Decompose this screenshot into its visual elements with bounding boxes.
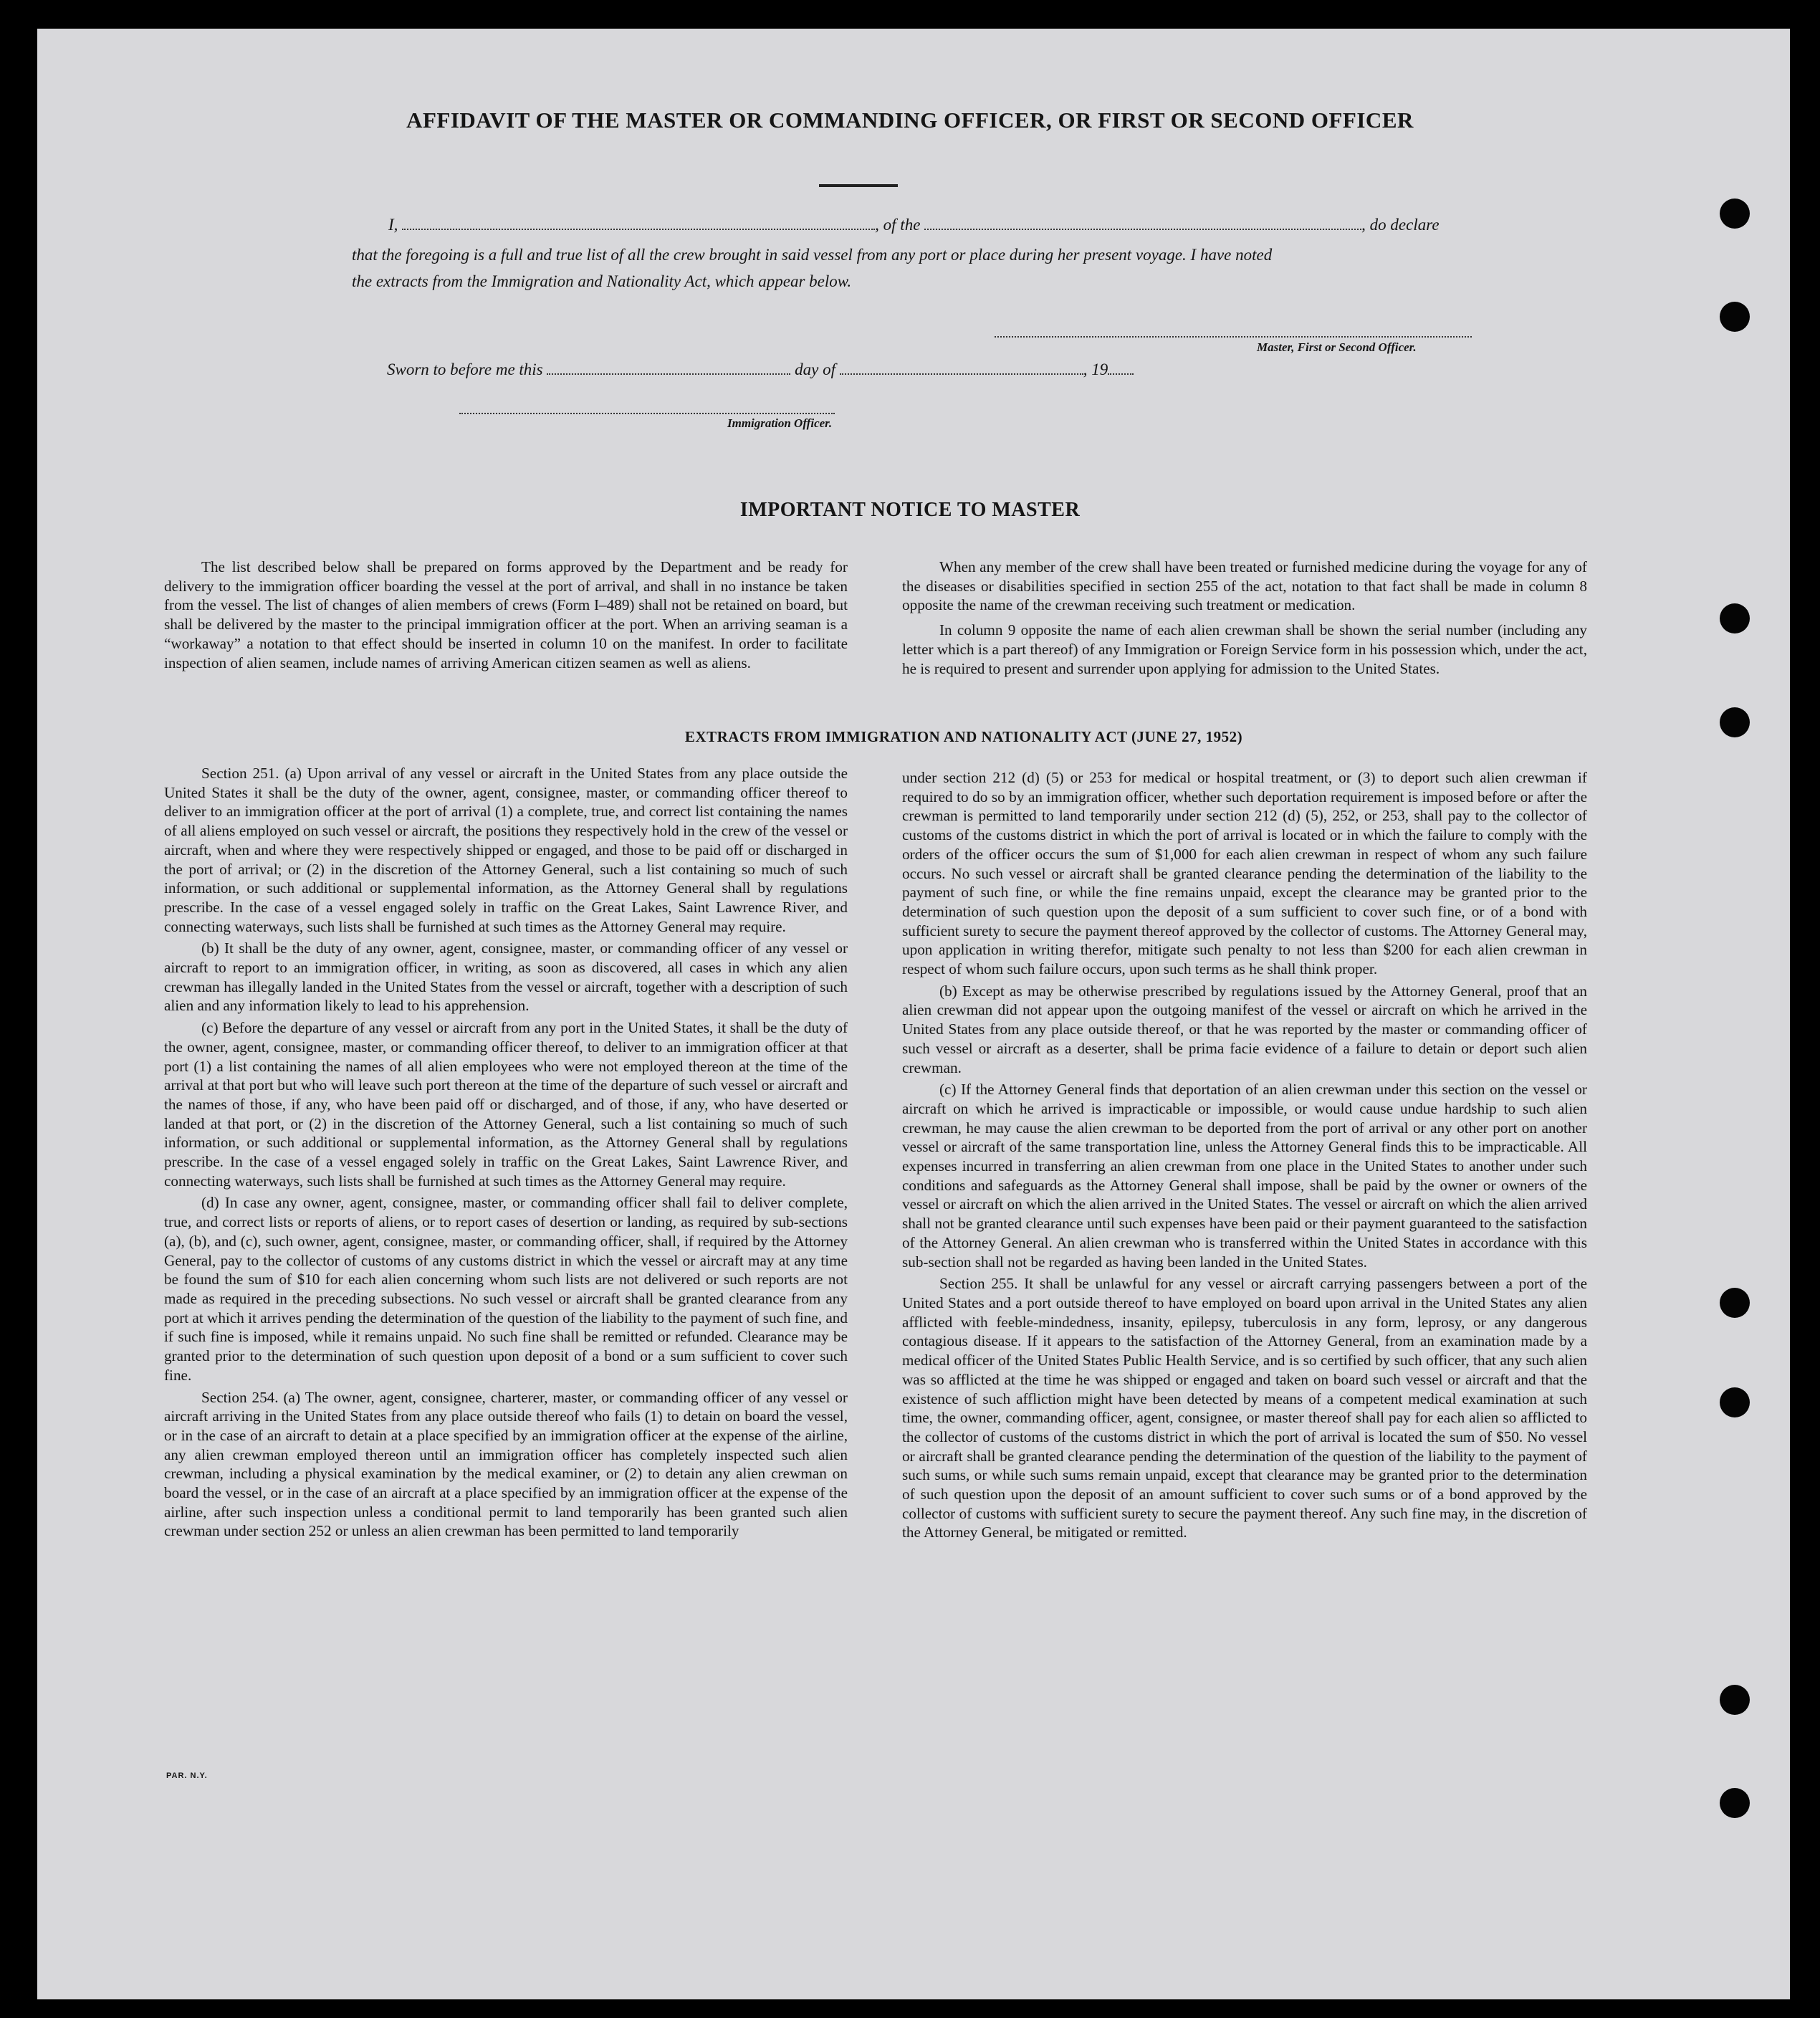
year-label: , 19 [1083,360,1108,378]
declarant-name-field[interactable] [402,216,875,230]
i-label: I, [388,216,398,234]
binder-hole [1720,199,1750,229]
section-251-d: (d) In case any owner, agent, consignee, master, or commanding officer shall fail to deliver complete, true, and correct lists or reports of aliens, or to report cases of desertion or landing, as required by sub-sections (a), (b), and (c), such owner, agent, consignee, master, or commanding officer, shall, if required by the Attorney General, pay to the collector of customs of any customs district in which the vessel or aircraft may at any time be found the sum of $10 for each alien concerning whom such lists are not delivered or such reports are not made as required in the preceding subsections. No such vessel or aircraft shall be granted clearance from any port at which it arrives pending the determination of the question of the liability to the payment of such fine, and if such fine is imposed, while it remains unpaid. No such fine shall be remitted or refunded. Clearance may be granted prior to the determination of such question upon deposit of a bond or a sum sufficient to cover such fine. [164,1194,848,1384]
notice-left-column [164,558,848,675]
title-rule [819,184,898,187]
immigration-officer-signature-field[interactable] [459,413,835,414]
vessel-name-field[interactable] [924,216,1361,230]
section-251-a: Section 251. (a) Upon arrival of any vessel or aircraft in the United States from any place outside the United States it shall be the duty of the owner, agent, consignee, master, or commanding officer thereof to deliver to an immigration officer at the port of arrival (1) a complete, true, and correct list containing the names of all aliens employed on such vessel or aircraft, the positions they respectively hold in the crew of the vessel or aircraft, when and where they were respectively shipped or engaged, and those to be paid off or discharged in the port of arrival; or (2) in the discretion of the Attorney General, such a list containing so much of such information, or such additional or supplemental information, as the Attorney General shall by regulations prescribe. In the case of a vessel engaged solely in traffic on the Great Lakes, Saint Lawrence River, and connecting waterways, such lists shall be furnished at such times as the Attorney General may require. [164,765,848,935]
section-254-c: (c) If the Attorney General finds that deportation of an alien crewman under this section on the vessel or aircraft on which he arrived is impracticable or impossible, or would cause undue hardship to such alien crewman, he may cause the alien crewman to be deported from the port of arrival or any other port on another vessel or aircraft of the same transportation line, unless the Attorney General finds this to be impracticable. All expenses incurred in transferring an alien crewman from one place in the United States to another under such conditions and safeguards as the Attorney General shall impose, shall be paid by the owner or owners of the vessel or aircraft on which the alien arrived in the United States. The vessel or aircraft on which the alien arrived shall not be granted clearance until such expenses have been paid or their payment guaranteed to the satisfaction of the Attorney General. An alien crewman who is transferred within the United States in accordance with this sub-section shall not be regarded as having been landed in the United States. [902,1081,1587,1271]
notice-paragraph: In column 9 opposite the name of each alien crewman shall be shown the serial number (including any letter which is a part thereof) of any Immigration or Foreign Service form in his possession which, under the act, he is required to present and surrender upon applying for admission to the United States. [902,621,1587,677]
extracts-title: EXTRACTS FROM IMMIGRATION AND NATIONALITY ACT (JUNE 27, 1952) [684,728,1243,745]
section-254-a: Section 254. (a) The owner, agent, consignee, charterer, master, or commanding officer of any vessel or aircraft arriving in the United States from any place outside thereof who fails (1) to detain on board the vessel, or in the case of an aircraft to detain at a place specified by an immigration officer at the expense of the airline, any alien crewman employed thereon until an immigration officer has completely inspected such alien crewman, including a physical examination by the medical examiner, or (2) to detain any alien crewman on board the vessel, or in the case of an aircraft at a place specified by an immigration officer at the expense of the airline, after such inspection unless a conditional permit to land temporarily has been granted such alien crewman under section 252 or unless an alien crewman has been permitted to land temporarily [164,1388,848,1540]
day-of-label: day of [795,360,835,378]
sworn-year-field[interactable] [1108,360,1134,375]
binder-hole [1720,1788,1750,1818]
affidavit-title: AFFIDAVIT OF THE MASTER OR COMMANDING OFFICER, OR FIRST OR SECOND OFFICER [406,107,1414,133]
printer-mark: PAR. N.Y. [166,1771,208,1780]
section-251-b: (b) It shall be the duty of any owner, agent, consignee, master, or commanding officer of any vessel or aircraft to report to an immigration officer, in writing, as soon as discovered, all cases in which any alien crewman has illegally landed in the United States from the vessel or aircraft, together with a description of such alien and any information likely to lead to his apprehension. [164,939,848,1015]
binder-hole [1720,302,1750,332]
notice-right-column [902,558,1587,681]
sworn-month-field[interactable] [840,360,1083,375]
extracts-right-column [902,768,1587,1545]
immigration-officer-caption: Immigration Officer. [727,416,833,430]
binder-hole [1720,1685,1750,1715]
sworn-label: Sworn to before me this [387,360,543,378]
section-254-b: (b) Except as may be otherwise prescribed by regulations issued by the Attorney General, proof that an alien crewman did not appear upon the outgoing manifest of the vessel or aircraft on which he arrived in the United States from any place outside thereof, or that he was reported by the master or commanding officer of such vessel or aircraft as a deserter, shall be prima facie evidence of a failure to detain or deport such alien crewman. [902,982,1587,1076]
section-255: Section 255. It shall be unlawful for any vessel or aircraft carrying passengers between a port of the United States and a port outside thereof to have employed on board upon arrival in the United States any alien afflicted with feeble-mindedness, insanity, epilepsy, tuberculosis in any form, leprosy, or any dangerous contagious disease. If it appears to the satisfaction of the Attorney General, from an examination made by a medical officer of the United States Public Health Service, and is so certified by such officer, that any such alien was so afflicted at the time he was shipped or engaged and taken on board such vessel or aircraft and that the existence of such affliction might have been detected by means of a competent medical examination at such time, the owner, commanding officer, agent, consignee, or master thereof shall pay for each alien so afflicted to the collector of customs of the customs district in which the port of arrival is located the sum of $50. No vessel or aircraft shall be granted clearance pending the determination of the question of the liability to the payment of such sums, or while such sums remain unpaid, except that clearance may be granted prior to the determination of such question upon the deposit of an amount sufficient to cover such sums or of a bond approved by the collector of customs with sufficient surety to secure the payment thereof. Any such fine may, in the discretion of the Attorney General, be mitigated or remitted. [902,1275,1587,1541]
sworn-line [387,360,1134,379]
binder-hole [1720,1288,1750,1318]
notice-paragraph: The list described below shall be prepared on forms approved by the Department and be ready for delivery to the immigration officer boarding the vessel at the port of arrival, and shall in no instance be taken from the vessel. The list of changes of alien members of crews (Form I–489) shall not be retained on board, but shall be delivered by the master to the principal immigration officer at the port. When an arriving seaman is a “workaway” a notation to that effect should be inserted in column 10 on the manifest. In order to facilitate inspection of alien seamen, include names of arriving American citizen seamen as well as aliens. [164,558,848,671]
binder-hole [1720,1387,1750,1417]
binder-hole [1720,603,1750,633]
extracts-left-column [164,764,848,1544]
of-the-label: , of the [875,216,921,234]
master-signature-caption: Master, First or Second Officer. [1257,340,1417,354]
notice-title: IMPORTANT NOTICE TO MASTER [739,499,1081,521]
sworn-day-field[interactable] [547,360,790,375]
declaration-line-2: the extracts from the Immigration and Nationality Act, which appear below. [352,272,852,290]
do-declare-label: , do declare [1361,216,1440,234]
section-254-a-continued: under section 212 (d) (5) or 253 for medical or hospital treatment, or (3) to deport such alien crewman if required to do so by an immigration officer, whether such deportation requirement is imposed before or after the crewman is permitted to land temporarily under section 212 (d) (5), 252, or 253, shall pay to the collector of customs of the customs district in which the port of arrival is located or in which the failure to comply with the orders of the officer occurs the sum of $1,000 for each alien crewman in respect of whom any such failure occurs. No such vessel or aircraft shall be granted clearance pending the determination of the liability to the payment of such fine, or while the fine remains unpaid, except the clearance may be granted prior to the determination of such question upon the deposit of a sum sufficient to cover such fine, or of a bond with sufficient surety to secure the payment thereof approved by the collector of customs. The Attorney General may, upon application in writing therefor, mitigate such penalty to not less than $200 for each alien crewman in respect of whom such failure occurs, upon such terms as he shall think proper. [902,769,1587,978]
section-251-c: (c) Before the departure of any vessel or aircraft from any port in the United States, it shall be the duty of the owner, agent, consignee, master, or commanding officer thereof, to deliver to an immigration officer at that port (1) a list containing the names of all alien employees who were not employed thereon at the time of the arrival at that port but who will leave such port thereon at the time of the departure of such vessel or aircraft and the names of those, if any, who have been paid off or discharged, and of those, if any, who have deserted or landed at that port, or (2) in the discretion of the Attorney General, such a list containing so much of such information, or such additional or supplemental information, as the Attorney General shall by regulations prescribe. In the case of a vessel engaged solely in traffic on the Great Lakes, Saint Lawrence River, and connecting waterways, such lists shall be furnished at such times as the Attorney General may require. [164,1019,848,1190]
declarant-line [388,216,1440,234]
declaration-line-1: that the foregoing is a full and true list of all the crew brought in said vessel from any port or place during her present voyage. I have noted [352,246,1273,264]
notice-paragraph: When any member of the crew shall have been treated or furnished medicine during the voyage for any of the diseases or disabilities specified in section 255 of the act, notation to that fact shall be made in column 8 opposite the name of the crewman receiving such treatment or medication. [902,558,1587,614]
master-signature-field[interactable] [995,336,1472,338]
